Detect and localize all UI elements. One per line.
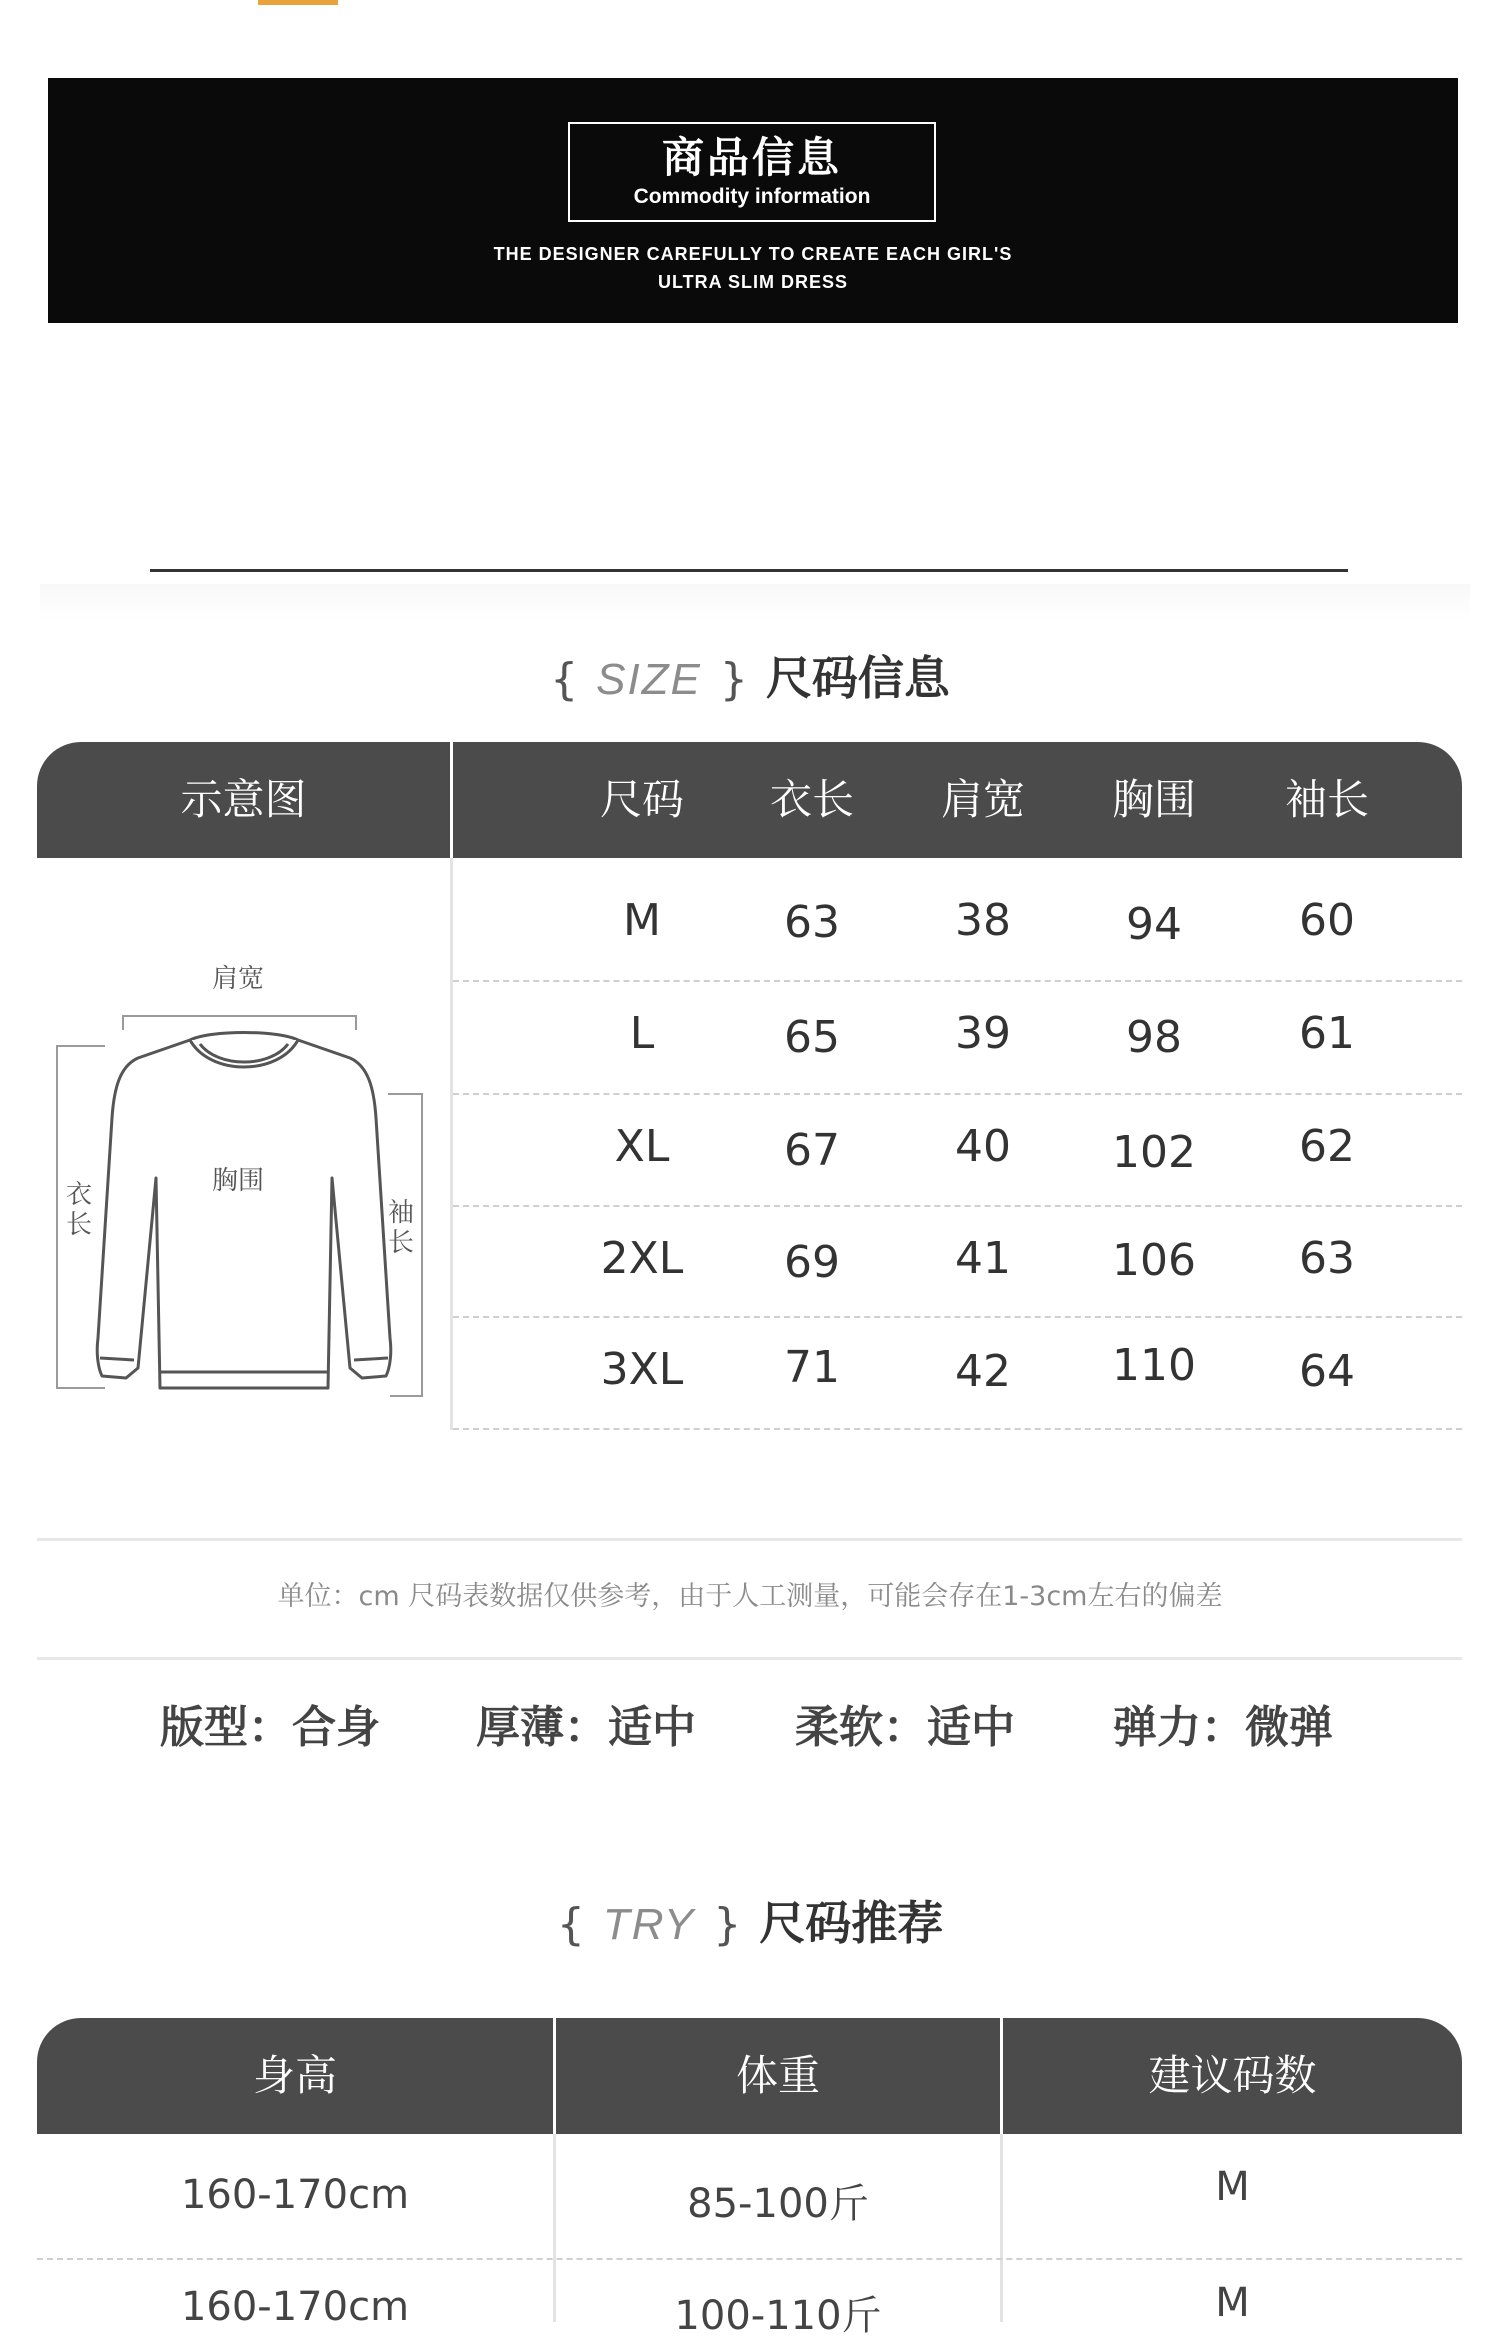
header-length: 衣长	[769, 775, 854, 824]
banner-subtitle: Commodity information	[633, 185, 871, 208]
cell-sleeve-m: 60	[1299, 895, 1355, 946]
cell-sleeve-2xl: 63	[1299, 1233, 1355, 1284]
cell-length-2xl: 69	[784, 1237, 840, 1288]
sweater-diagram	[50, 958, 440, 1408]
cell-size-l: L	[629, 1008, 655, 1059]
row-separator	[37, 2258, 1462, 2260]
label-sleeve: 袖长	[388, 1198, 415, 1258]
header-sleeve: 袖长	[1284, 775, 1369, 824]
header-height: 身高	[252, 2051, 337, 2100]
cell-shoulder-m: 38	[955, 895, 1011, 946]
brace-open: {	[556, 1899, 585, 1950]
cell-length-m: 63	[784, 897, 840, 948]
cell-size-m: M	[623, 895, 661, 946]
label-chest: 胸围	[212, 1166, 265, 1196]
divider-shadow	[40, 584, 1470, 620]
header-diagram: 示意图	[180, 775, 307, 824]
divider-line	[150, 569, 1348, 572]
cell-weight-2: 100-110斤	[674, 2293, 882, 2339]
cell-shoulder-xl: 40	[955, 1121, 1011, 1172]
attribute-thickness-value: 适中	[608, 1702, 696, 1753]
size-heading-title: 尺码信息	[765, 651, 950, 705]
banner-title: 商品信息	[661, 133, 842, 182]
row-separator	[453, 1205, 1462, 1207]
note-bottom-line	[37, 1657, 1462, 1660]
cell-size-3xl: 3XL	[600, 1344, 684, 1395]
size-section-heading	[0, 648, 1500, 710]
measurement-note: 单位：cm 尺码表数据仅供参考，由于人工测量，可能会存在1-3cm左右的偏差	[277, 1581, 1223, 1612]
header-column-divider	[450, 742, 453, 858]
attribute-elasticity	[1113, 1698, 1333, 1758]
cell-shoulder-2xl: 41	[955, 1233, 1011, 1284]
cell-length-xl: 67	[784, 1125, 840, 1176]
cell-size-xl: XL	[614, 1121, 670, 1172]
banner-slogan-line1: THE DESIGNER CAREFULLY TO CREATE EACH GIRL'S	[493, 244, 1013, 264]
size-table-header	[37, 742, 1462, 858]
banner-slogan-line2: ULTRA SLIM DRESS	[658, 272, 848, 292]
attribute-elasticity-value: 微弹	[1245, 1702, 1333, 1753]
attribute-softness-label: 柔软：	[795, 1702, 927, 1753]
size-heading-english: SIZE	[596, 655, 702, 704]
try-section-heading	[0, 1893, 1500, 1955]
cell-size-2xl: 2XL	[600, 1233, 684, 1284]
cell-length-l: 65	[784, 1012, 840, 1063]
attribute-thickness	[476, 1698, 696, 1758]
top-accent-bar	[258, 0, 338, 5]
brace-open: {	[550, 654, 579, 705]
cell-chest-2xl: 106	[1112, 1235, 1196, 1286]
cell-sleeve-xl: 62	[1299, 1121, 1355, 1172]
label-shoulder: 肩宽	[212, 964, 265, 994]
header-weight: 体重	[735, 2051, 820, 2100]
commodity-info-banner	[48, 78, 1458, 323]
header-chest: 胸围	[1111, 775, 1196, 824]
brace-close: }	[719, 654, 748, 705]
cell-height-1: 160-170cm	[180, 2172, 410, 2218]
cell-size-2: M	[1215, 2280, 1250, 2326]
cell-length-3xl: 71	[784, 1342, 840, 1393]
try-heading-english: TRY	[602, 1900, 696, 1949]
cell-shoulder-3xl: 42	[955, 1346, 1011, 1397]
attribute-fit-label: 版型：	[160, 1702, 292, 1753]
attribute-fit	[160, 1698, 380, 1758]
recommend-table-header	[37, 2018, 1462, 2134]
header-shoulder: 肩宽	[940, 775, 1025, 824]
cell-chest-3xl: 110	[1112, 1340, 1196, 1391]
cell-height-2: 160-170cm	[180, 2284, 410, 2330]
attribute-softness	[795, 1698, 1015, 1758]
note-top-line	[37, 1538, 1462, 1541]
cell-sleeve-3xl: 64	[1299, 1346, 1355, 1397]
row-separator	[453, 980, 1462, 982]
attribute-thickness-label: 厚薄：	[476, 1702, 608, 1753]
row-separator	[453, 1316, 1462, 1318]
header-size: 尺码	[599, 775, 684, 824]
header-suggested-size: 建议码数	[1148, 2051, 1317, 2100]
cell-chest-m: 94	[1126, 899, 1182, 950]
label-length: 衣长	[66, 1180, 93, 1240]
attribute-fit-value: 合身	[292, 1702, 380, 1753]
try-heading-title: 尺码推荐	[759, 1896, 944, 1950]
cell-chest-xl: 102	[1112, 1127, 1196, 1178]
row-separator	[453, 1093, 1462, 1095]
cell-sleeve-l: 61	[1299, 1008, 1355, 1059]
attribute-softness-value: 适中	[927, 1702, 1015, 1753]
cell-shoulder-l: 39	[955, 1008, 1011, 1059]
diagram-column-divider	[450, 858, 453, 1430]
cell-chest-l: 98	[1126, 1012, 1182, 1063]
brace-close: }	[713, 1899, 742, 1950]
cell-size-1: M	[1215, 2164, 1250, 2210]
attribute-elasticity-label: 弹力：	[1113, 1702, 1245, 1753]
cell-weight-1: 85-100斤	[687, 2181, 869, 2227]
banner-title-box	[568, 122, 936, 222]
row-separator	[453, 1428, 1462, 1430]
